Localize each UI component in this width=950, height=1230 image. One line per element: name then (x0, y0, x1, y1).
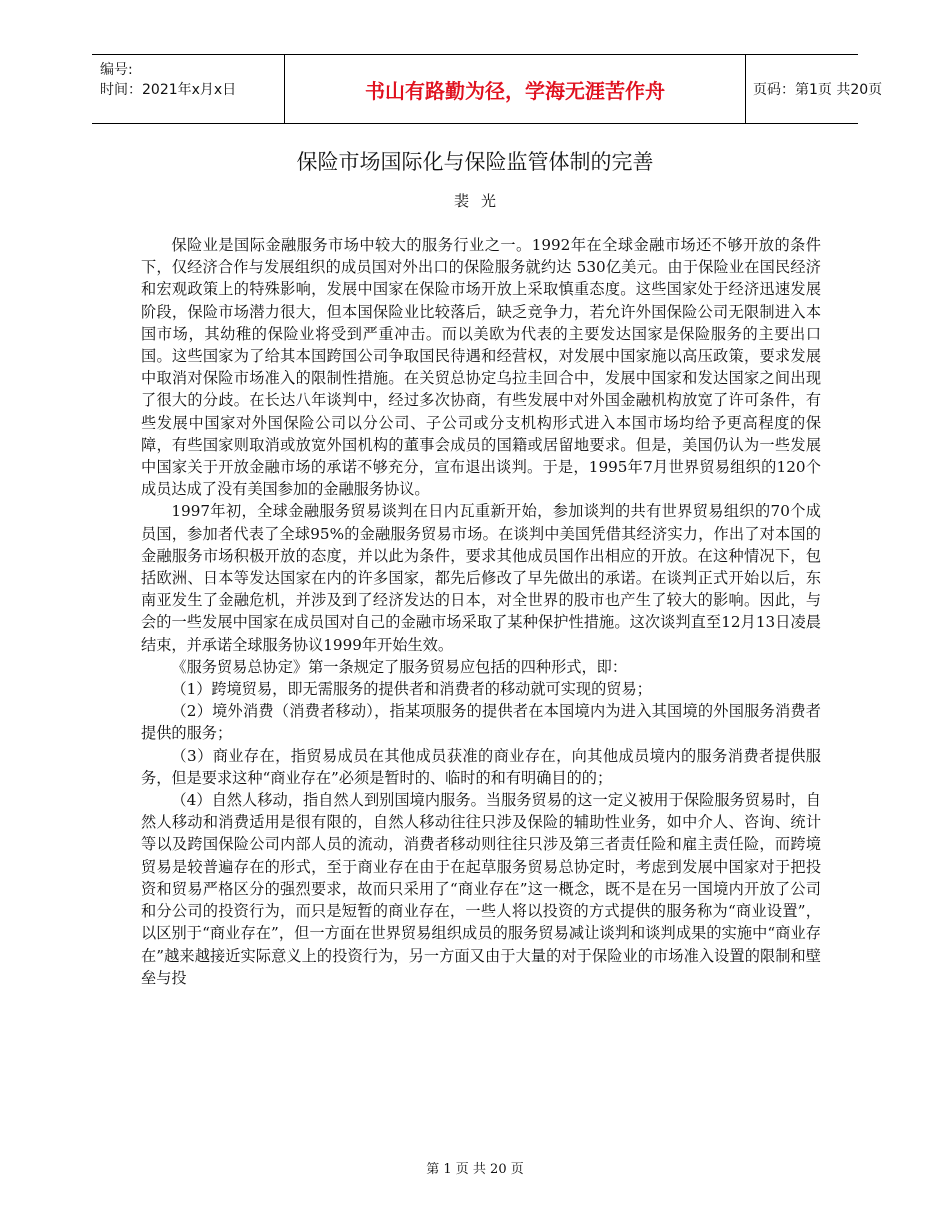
header-page-info: 页码：第1页 共20页 (753, 82, 883, 98)
body-paragraph: （4）自然人移动，指自然人到别国境内服务。当服务贸易的这一定义被用于保险服务贸易时，自然人移动和消费适用是很有限的，自然人移动往往只涉及保险的辅助性业务，如中介人、咨询、统计等以及跨国保险公司内部人员的流动，消费者移动则往往只涉及第三者责任险和雇主责任险，而跨境贸易是较普遍存在的形式，至于商业存在由于在起草服务贸易总协定时，考虑到发展中国家对于把投资和贸易严格区分的强烈要求，故而只采用了“商业存在”这一概念，既不是在另一国境内开放了公司和分公司的投资行为，而只是短暂的商业存在，一些人将以投资的方式提供的服务称为“商业设置”，以区别于“商业存在”，但一方面在世界贸易组织成员的服务贸易减让谈判和谈判成果的实施中“商业存在”越来越接近实际意义上的投资行为，另一方面又由于大量的对于保险业的市场准入设置的限制和壁垒与投 (141, 791, 821, 987)
header-meta (92, 55, 284, 123)
header-page-cell (745, 55, 883, 123)
page-header (92, 54, 883, 124)
document-title: 保险市场国际化与保险监管体制的完善 (296, 150, 654, 174)
document-author: 裴光 (453, 192, 508, 210)
document-number-label: 编号: (100, 62, 133, 78)
page-footer: 第 1 页 共 20 页 (426, 1162, 524, 1177)
body-paragraph: （2）境外消费（消费者移动），指某项服务的提供者在本国境内为进入其国境的外国服务消费者提供的服务； (141, 702, 821, 743)
body-paragraph: （3）商业存在，指贸易成员在其他成员获准的商业存在，向其他成员境内的服务消费者提供服务，但是要求这种“商业存在”必须是暂时的、临时的和有明确目的的； (141, 746, 821, 787)
body-paragraph: （1）跨境贸易，即无需服务的提供者和消费者的移动就可实现的贸易； (171, 680, 652, 699)
body-paragraph: 保险业是国际金融服务市场中较大的服务行业之一。1992年在全球金融市场还不够开放的条件下，仅经济合作与发展组织的成员国对外出口的保险服务就约达 530亿美元。由于保险业在国民经济和宏观政策上的特殊影响，发展中国家在保险市场开放上采取慎重态度。这些国家处于经济迅速发展阶段，保险市场潜力很大，但本国保险业比较落后，缺乏竞争力，若允许外国保险公司无限制进入本国市场，其幼稚的保险业将受到严重冲击。而以美欧为代表的主要发达国家是保险服务的主要出口国。这些国家为了给其本国跨国公司争取国民待遇和经营权，对发展中国家施以高压政策，要求发展中取消对保险市场准入的限制性措施。在关贸总协定乌拉圭回合中，发展中国家和发达国家之间出现了很大的分歧。在长达八年谈判中，经过多次协商，有些发展中对外国金融机构放宽了许可条件，有些发展中国家对外国保险公司以分公司、子公司或分支机构形式进入本国市场均给予更高程度的保障，有些国家则取消或放宽外国机构的董事会成员的国籍或居留地要求。但是，美国仍认为一些发展中国家关于开放金融市场的承诺不够充分，宣布退出谈判。于是，1995年7月世界贸易组织的120个成员达成了没有美国参加的金融服务协议。 (141, 236, 821, 499)
body-paragraph: 《服务贸易总协定》第一条规定了服务贸易应包括的四种形式，即： (171, 657, 628, 676)
body-paragraph: 1997年初，全球金融服务贸易谈判在日内瓦重新开始，参加谈判的共有世界贸易组织的70个成员国，参加者代表了全球95%的金融服务贸易市场。在谈判中美国凭借其经济实力，作出了对本国的金融服务市场积极开放的态度，并以此为条件，要求其他成员国作出相应的开放。在这种情况下，包括欧洲、日本等发达国家在内的许多国家，都先后修改了早先做出的承诺。在谈判正式开始以后，东南亚发生了金融危机，并涉及到了经济发达的日本，对全世界的股市也产生了较大的影响。因此，与会的一些发展中国家在成员国对自己的金融市场采取了某种保护性措施。这次谈判直至12月13日凌晨结束，并承诺全球服务协议1999年开始生效。 (141, 502, 821, 654)
document-time-label: 时间：2021年x月x日 (100, 82, 237, 98)
header-motto-cell (284, 55, 746, 123)
document-body (141, 234, 821, 989)
header-motto: 书山有路勤为径，学海无涯苦作舟 (365, 79, 665, 103)
